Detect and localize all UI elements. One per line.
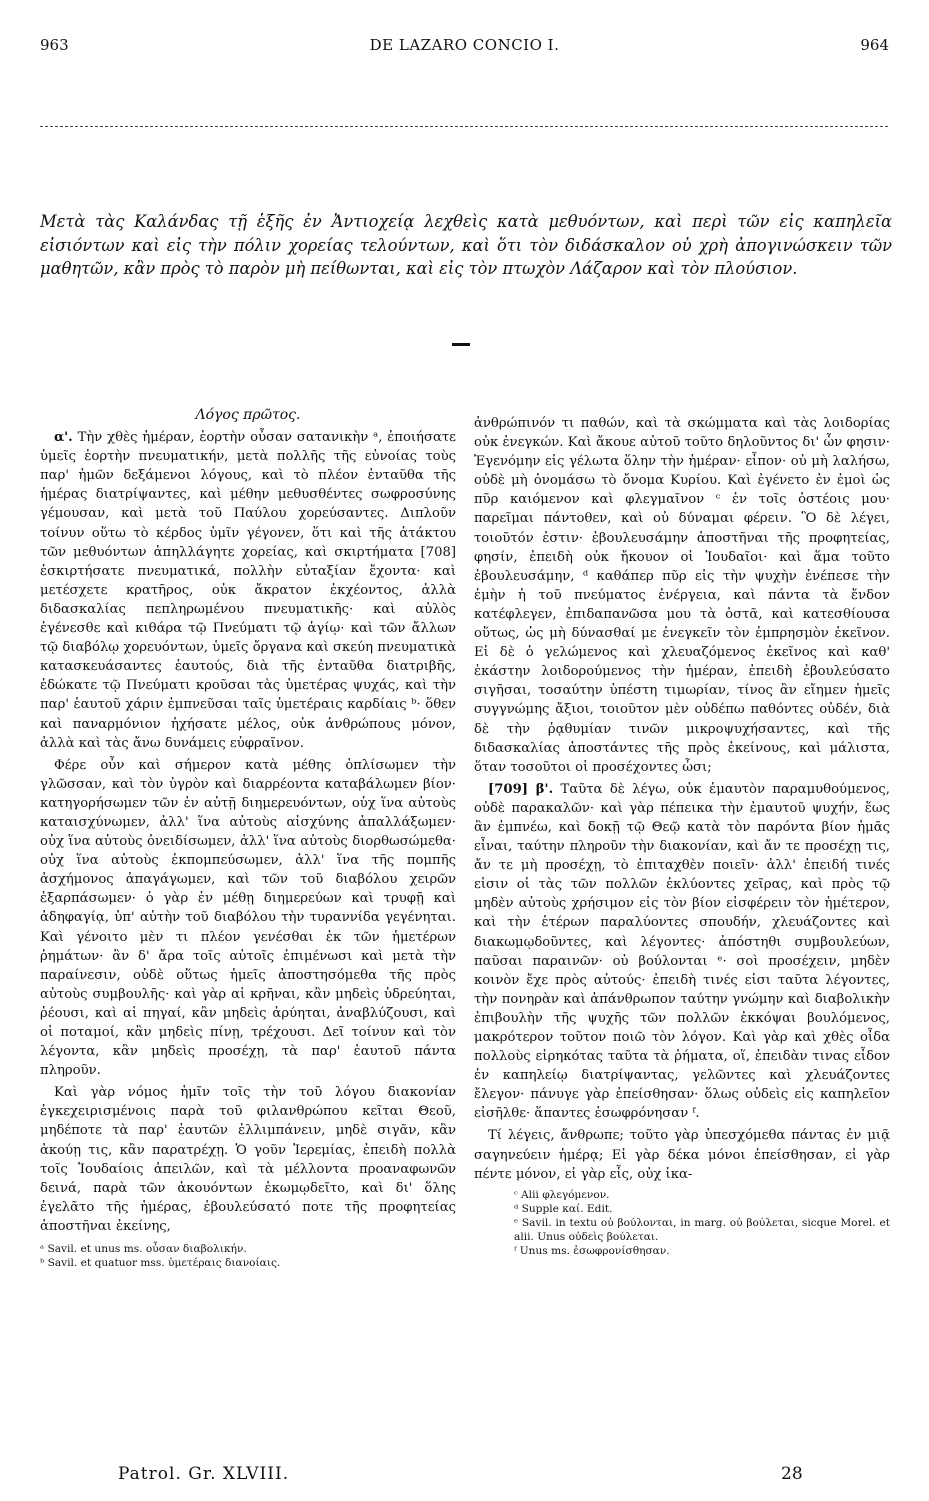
paragraph-6: Τί λέγεις, ἄνθρωπε; τοῦτο γὰρ ὑπεσχόμεθα πάντας ἐν μιᾷ σαγηνεύειν ἡμέρᾳ; Εἰ γὰρ δέκα μόνοι ἐπείσθησαν, εἰ γὰρ πέντε μόνον, εἰ γὰρ εἷς, οὐχ ἱκα-: [474, 1128, 890, 1182]
footnote-a: ᵃ Savil. et unus ms. οὖσαν διαβολικήν.: [40, 1243, 247, 1256]
paragraph-5: [474, 780, 890, 1124]
page-footer: [0, 1464, 929, 1490]
running-title: DE LAZARO CONCIO I.: [369, 36, 560, 54]
header-rule: [40, 126, 888, 127]
series-signature: Patrol. Gr. XLVIII.: [118, 1464, 290, 1484]
paragraph-5-text: Ταῦτα δὲ λέγω, οὐκ ἐμαυτὸν παραμυθούμενος, οὐδὲ παρακαλῶν· καὶ γὰρ πέπεικα τὴν ἐμαυτοῦ ψυχήν, ἕως ἂν ἐμπνέω, καὶ δοκῇ τῷ Θεῷ κατὰ τὸν παρόντα βίον ἡμᾶς εἶναι, ταύτην πληροῦν τὴν διακονίαν, καὶ ἄν τε προσέχῃ τις, ἄν τε μὴ προσέχῃ, τὸ ἐπιταχθὲν ποιεῖν· ἀλλ' ἐπειδή τινές εἰσιν οἱ τὰς τῶν πολλῶν ἐκλύοντες χεῖρας, καὶ πρὸς τῷ μηδὲν αὐτοὺς χρήσιμον εἰς τὸν βίον εἰσφέρειν τὸν ἡμέτερον, καὶ τὴν ἑτέρων παραλύοντες σπουδήν, χλευάζοντες καὶ διακωμῳδοῦντες, καὶ λέγοντες· ἀπόστηθι συμβουλεύων, παῦσαι παραινῶν· οὐ βούλονται ᵉ· σοὶ προσέχειν, μηδὲν κοινὸν ἔχε πρὸς αὐτούς· ἐπειδὴ τινές εἰσι ταῦτα λέγοντες, τὴν πονηρὰν καὶ ἀπάνθρωπον ταύτην γνώμην καὶ διαβολικὴν ἐπιβουλὴν τῆς ψυχῆς τῶν πολλῶν ἐκκόψαι βουλόμενος, μακρότερον τοῦτον ποιῶ τὸν λόγον. Καὶ γὰρ καὶ χθὲς οἶδα πολλοὺς εἰρηκότας ταῦτα τὰ ῥήματα, οἵ, ἐπειδὰν τινας εἶδον ἐν καπηλείῳ διατρίψαντας, γελῶντες καὶ χλευάζοντες ἔλεγον· πάνυγε γὰρ ἐπείσθησαν· ὅλως οὐδεὶς εἰς καπηλεῖον εἰσῆλθε· ἅπαντες ἐσωφρόνησαν ᶠ.: [474, 781, 891, 1122]
page-number-left: 963: [40, 36, 69, 54]
section-number: α'.: [54, 430, 73, 446]
left-column: [40, 406, 456, 1270]
logos-title: Λόγος πρῶτος.: [195, 407, 301, 423]
footnote-c: ᶜ Alii φλεγόμενον.: [514, 1188, 610, 1201]
argument-heading: Μετὰ τὰς Καλάνδας τῇ ἑξῆς ἐν Ἀντιοχείᾳ λεχθεὶς κατὰ μεθυόντων, καὶ περὶ τῶν εἰς καπηλεῖα εἰσιόντων καὶ εἰς τὴν πόλιν χορείας τελούντων, καὶ ὅτι τὸν διδάσκαλον οὐ χρὴ ἀπογινώσκειν τῶν μαθητῶν, κἂν πρὸς τὸ παρὸν μὴ πείθωνται, καὶ εἰς τὸν πτωχὸν Λάζαρον καὶ τὸν πλούσιον.: [40, 212, 892, 278]
paragraph-2: Φέρε οὖν καὶ σήμερον κατὰ μέθης ὁπλίσωμεν τὴν γλῶσσαν, καὶ τὸν ὑγρὸν καὶ διαρρέοντα καταβάλωμεν βίον· κατηγορήσωμεν τῶν ἐν αὐτῇ διημερευόντων, οὐχ ἵνα αὐτοὺς καταισχύνωμεν, ἀλλ' ἵνα αὐτοὺς αἰσχύνης ἀπαλλάξωμεν· οὐχ ἵνα αὐτοὺς ὀνειδίσωμεν, ἀλλ' ἵνα αὐτοὺς διορθωσώμεθα· οὐχ ἵνα αὐτοὺς ἐκπομπεύσωμεν, ἀλλ' ἵνα τῆς πομπῆς ἀσχήμονος ἀπαγάγωμεν, καὶ τῶν τοῦ διαβόλου χειρῶν ἐξαρπάσωμεν· ὁ γὰρ ἐν μέθῃ διημερεύων καὶ τρυφῇ καὶ ἀδηφαγίᾳ, ὑπ' αὐτὴν τοῦ διαβόλου τὴν τυραννίδα γεγένηται. Καὶ γένοιτο μὲν τι πλέον γενέσθαι ἐκ τῶν ἡμετέρων ῥημάτων· ἂν δ' ἄρα τοῖς αὐτοῖς ἐπιμένωσι καὶ μετὰ τὴν παραίνεσιν, οὐδὲ οὕτως ἡμεῖς ἀποστησόμεθα τῆς πρὸς αὐτοὺς συμβουλῆς· καὶ γὰρ αἱ κρῆναι, κἂν μηδεὶς ὑδρεύηται, ῥέουσι, καὶ αἱ πηγαί, κἂν μηδεὶς ἀρύηται, ἀναβλύζουσι, καὶ οἱ ποταμοί, κἂν μηδεὶς πίνῃ, τρέχουσι. Δεῖ τοίνυν καὶ τὸν λέγοντα, κἂν μηδεὶς προσέχῃ, τὰ παρ' ἑαυτοῦ πάντα πληροῦν.: [40, 757, 456, 1079]
paragraph-1-text: Τὴν χθὲς ἡμέραν, ἑορτὴν οὖσαν σατανικὴν ᵃ, ἐποιήσατε ὑμεῖς ἑορτὴν πνευματικήν, μετὰ πολλῆς τῆς εὐνοίας τοὺς παρ' ἡμῶν δεξάμενοι λόγους, καὶ τὸ πλέον ἐνταῦθα τῆς ἡμέρας διατρίψαντες, καὶ μέθην μεθυσθέντες σωφροσύνης γέμουσαν, καὶ μετὰ τοῦ Παύλου χορεύσαντες. Διπλοῦν τοίνυν οὕτω τὸ κέρδος ὑμῖν γέγονεν, ὅτι καὶ τῆς ἀτάκτου τῶν μεθυόντων ἀπηλλάγητε χορείας, καὶ σκιρτήματα [708] ἐσκιρτήσατε πνευματικά, πολλὴν εὐταξίαν ἔχοντα· καὶ μετέσχετε κρατῆρος, οὐκ ἄκρατον ἐκχέοντος, ἀλλὰ διδασκαλίας πεπληρωμένου πνευματικῆς· καὶ αὐλὸς ἐγένεσθε καὶ κιθάρα τῷ Πνεύματι τῷ ἁγίῳ· καὶ τῶν ἄλλων τῷ διαβόλῳ χορευόντων, ὑμεῖς ὄργανα καὶ σκεύη πνευματικὰ κατασκευάσαντες ἑαυτούς, διὰ τῆς ἐνταῦθα διατριβῆς, ἐδώκατε τῷ Πνεύματι κροῦσαι τὰς ὑμετέρας ψυχάς, καὶ τὴν παρ' ἑαυτοῦ χάριν ἐμπνεῦσαι ταῖς ὑμετέραις καρδίαις ᵇ· ὅθεν καὶ παναρμόνιον ἠχήσατε μέλος, οὐκ ἀνθρώπους μόνον, ἀλλὰ καὶ τὰς ἄνω δυνάμεις εὐφραῖνον.: [40, 430, 456, 751]
paragraph-1: [40, 428, 456, 753]
footnotes-right: [514, 1188, 890, 1258]
paragraph-3: Καὶ γὰρ νόμος ἡμῖν τοῖς τὴν τοῦ λόγου διακονίαν ἐγκεχειρισμένοις παρὰ τοῦ φιλανθρώπου κεῖται Θεοῦ, μηδέποτε τὰ παρ' ἑαυτῶν ἐλλιμπάνειν, μηδὲ σιγᾶν, κἂν ἀκούῃ τις, κἂν παρατρέχῃ. Ὁ γοῦν Ἱερεμίας, ἐπειδὴ πολλὰ τοῖς Ἰουδαίοις ἀπειλῶν, καὶ τὰ μέλλοντα προαναφωνῶν δεινά, παρὰ τῶν ἀκουόντων ἐκωμῳδεῖτο, καὶ δι' ὅλης ἐγελᾶτο τῆς ἡμέρας, ἐβουλεύσατό ποτε τῆς προφητείας ἀποστῆναι ἐκείνης,: [40, 1085, 456, 1234]
section-number-2: [709] β'.: [488, 781, 554, 797]
footnote-f: ᶠ Unus ms. ἐσωφρονίσθησαν.: [514, 1244, 670, 1257]
paragraph-4: ἀνθρώπινόν τι παθών, καὶ τὰ σκώμματα καὶ τὰς λοιδορίας οὐκ ἐνεγκών. Καὶ ἄκουε αὐτοῦ τοῦτο δηλοῦντος δι' ὧν φησιν· Ἐγενόμην εἰς γέλωτα ὅλην τὴν ἡμέραν· εἶπον· οὐ μὴ λαλήσω, οὐδὲ μὴ ὀνομάσω τὸ ὄνομα Κυρίου. Καὶ ἐγένετο ἐν ἐμοὶ ὡς πῦρ καιόμενον καὶ φλεγμαῖνον ᶜ ἐν τοῖς ὀστέοις μου· παρεῖμαι πάντοθεν, καὶ οὐ δύναμαι φέρειν. Ὃ δὲ λέγει, τοιοῦτόν ἐστιν· ἐβουλευσάμην ἀποστῆναι τῆς προφητείας, φησίν, ἐπειδὴ οὐκ ἤκουον οἱ Ἰουδαῖοι· καὶ ἅμα τοῦτο ἐβουλευσάμην, ᵈ καθάπερ πῦρ εἰς τὴν ψυχὴν ἐνέπεσε τὴν ἐμὴν ἡ τοῦ πνεύματος ἐνέργεια, καὶ πάντα τὰ ἔνδον κατέφλεγεν, ἐπιδαπανῶσα μου τὰ ὀστᾶ, καὶ κατεσθίουσα οὕτως, ὡς μὴ δύνασθαί με ἐνεγκεῖν τὸν ἐμπρησμὸν ἐκεῖνον. Εἰ δὲ ὁ γελώμενος καὶ χλευαζόμενος ἐκεῖνος καὶ καθ' ἑκάστην λοιδορούμενος τὴν ἡμέραν, ἐπειδὴ ἐβουλεύσατο σιγῆσαι, τοσαύτην ὑπέστη τιμωρίαν, τίνος ἂν εἴημεν ἡμεῖς συγγνώμης ἄξιοι, τοιοῦτον μὲν οὐδέπω παθόντες οὐδέν, διὰ δὲ τὴν ῥᾳθυμίαν τινῶν μικροψυχήσαντες, καὶ τῆς διδασκαλίας ἀποστάντες τῆς πρὸς ἐκείνους, καὶ μάλιστα, ὅταν τοσοῦτοι οἱ προσέχοντες ὦσι;: [474, 416, 890, 775]
footnote-b: ᵇ Savil. et quatuor mss. ὑμετέραις διανοίαις.: [40, 1257, 281, 1270]
running-header: [0, 36, 929, 60]
footnote-d: ᵈ Supple καί. Edit.: [514, 1202, 613, 1215]
section-dash: [452, 343, 470, 346]
footnote-e: ᵉ Savil. in textu οὐ βούλονται, in marg. οὐ βούλεται, sicque Morel. et alii. Unus οὐδεὶς βούλεται.: [514, 1216, 890, 1243]
gathering-number: 28: [781, 1464, 803, 1484]
right-column: [474, 414, 890, 1258]
page-number-right: 964: [860, 36, 889, 54]
footnotes-left: [40, 1242, 456, 1270]
